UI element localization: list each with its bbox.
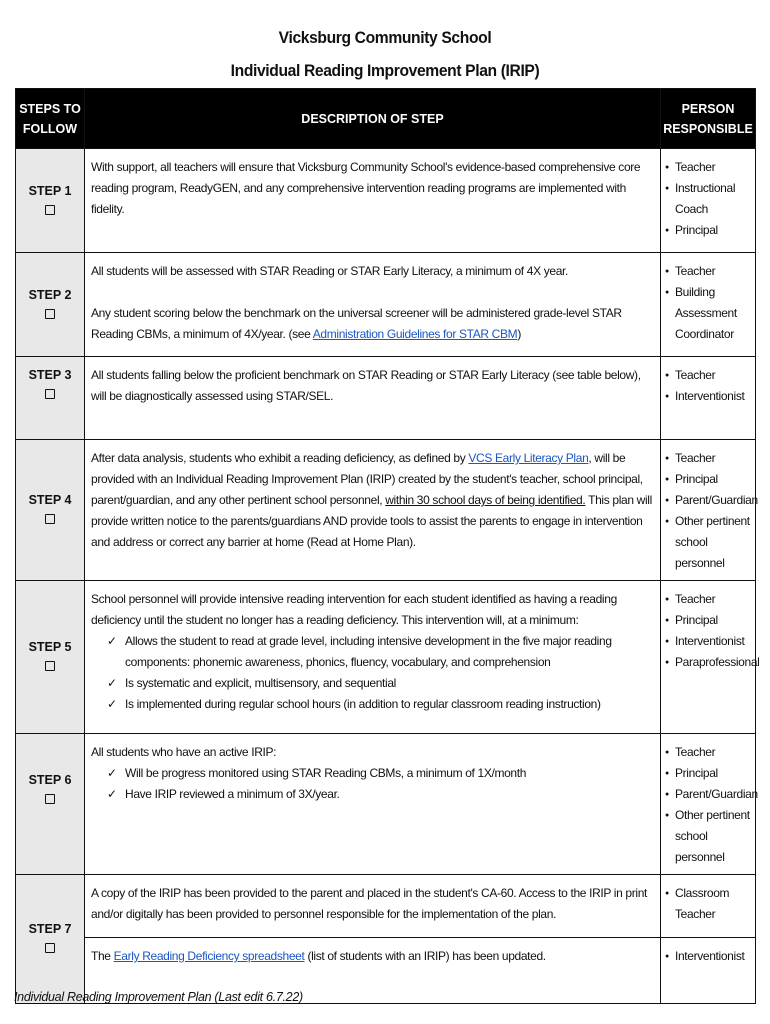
checkbox-icon[interactable] xyxy=(45,309,55,319)
step-label: STEP 7 xyxy=(28,922,72,936)
checkbox-icon[interactable] xyxy=(45,943,55,953)
person-responsible xyxy=(661,149,756,253)
step-label-cell xyxy=(16,149,85,253)
person-responsible xyxy=(661,734,756,875)
table-row xyxy=(16,875,756,938)
plan-title: Individual Reading Improvement Plan (IRIP) xyxy=(230,61,540,80)
list-item: ● Teacher xyxy=(665,261,751,282)
person-responsible xyxy=(661,357,756,440)
step-label-cell xyxy=(16,253,85,357)
list-item: ● Building Assessment Coordinator xyxy=(665,282,751,345)
list-item: ● Interventionist xyxy=(665,631,751,652)
school-title: Vicksburg Community School xyxy=(278,28,492,47)
table-row xyxy=(16,357,756,440)
list-item: ● Other pertinent school personnel xyxy=(665,511,751,574)
check-item: ✓ Have IRIP reviewed a minimum of 3X/year. xyxy=(107,784,654,805)
list-item: ● Principal xyxy=(665,220,751,241)
list-item: ● Parent/Guardian xyxy=(665,784,751,805)
step-label-cell xyxy=(16,357,85,440)
table-row xyxy=(16,440,756,581)
list-item: ● Teacher xyxy=(665,589,751,610)
admin-guidelines-link[interactable]: Administration Guidelines for STAR CBM xyxy=(312,327,518,341)
checkbox-icon[interactable] xyxy=(45,389,55,399)
header-description: DESCRIPTION OF STEP xyxy=(85,89,661,149)
step-label-cell xyxy=(16,440,85,581)
table-row xyxy=(16,253,756,357)
checkbox-icon[interactable] xyxy=(45,661,55,671)
step-label: STEP 5 xyxy=(28,640,72,654)
step-label-cell xyxy=(16,875,85,1004)
deficiency-spreadsheet-link[interactable]: Early Reading Deficiency spreadsheet xyxy=(113,949,305,963)
person-responsible xyxy=(661,875,756,938)
step-label: STEP 6 xyxy=(28,773,72,787)
list-item: ● Teacher xyxy=(665,742,751,763)
step-description: After data analysis, students who exhibit a reading deficiency, as defined by VCS Early Literacy Plan, will be provided with an Individual Reading Improvement Plan (IRIP) created by the student's teacher, school principal, parent/guardian, and any other pertinent school personnel, within 30 school days of being identified. This plan will provide written notice to the parents/guardians AND provide tools to assist the parents to engage in intervention and address or correct any barrier at home (Read at Home Plan). xyxy=(85,440,661,581)
list-item: ● Principal xyxy=(665,763,751,784)
check-item: ✓ Will be progress monitored using STAR Reading CBMs, a minimum of 1X/month xyxy=(107,763,654,784)
step-description: School personnel will provide intensive reading intervention for each student identified as having a reading deficiency until the student no longer has a reading deficiency. This intervention will, at a minimum: ✓ Allows the student to read at grade level, including intensive development in the five major reading components: phonemic awareness, phonics, fluency, vocabulary, and comprehension ✓ Is systematic and explicit, multisensory, and sequential ✓ Is implemented during regular school hours (in addition to regular classroom reading instruction) xyxy=(85,581,661,734)
step-label: STEP 1 xyxy=(28,183,72,198)
checkbox-icon[interactable] xyxy=(45,794,55,804)
vcs-literacy-plan-link[interactable]: VCS Early Literacy Plan xyxy=(468,451,589,465)
person-responsible xyxy=(661,581,760,734)
step-description: All students will be assessed with STAR Reading or STAR Early Literacy, a minimum of 4X year. Any student scoring below the benchmark on the universal screener will be administered grade-level STAR Reading CBMs, a minimum of 4X/year. (see Administration Guidelines for STAR CBM) xyxy=(85,253,661,357)
person-responsible xyxy=(661,938,756,1004)
header-steps: STEPS TO FOLLOW xyxy=(16,89,85,149)
table-row xyxy=(16,734,756,875)
person-responsible xyxy=(661,253,756,357)
checkbox-icon[interactable] xyxy=(45,514,55,524)
table-row xyxy=(16,581,756,734)
list-item: ● Teacher xyxy=(665,157,751,178)
list-item: ● Interventionist xyxy=(665,386,751,407)
check-item: ✓ Is implemented during regular school hours (in addition to regular classroom reading instruction) xyxy=(107,694,654,715)
step-label-cell xyxy=(16,734,85,875)
step-label: STEP 3 xyxy=(28,368,72,382)
step-description: The Early Reading Deficiency spreadsheet (list of students with an IRIP) has been updated. xyxy=(85,938,661,1004)
table-row xyxy=(16,149,756,253)
person-responsible xyxy=(661,440,756,581)
list-item: ● Principal xyxy=(665,610,751,631)
step-description: All students falling below the proficient benchmark on STAR Reading or STAR Early Literacy (see table below), will be diagnostically assessed using STAR/SEL. xyxy=(85,357,661,440)
step-label-cell xyxy=(16,581,85,734)
step-description: With support, all teachers will ensure that Vicksburg Community School's evidence-based comprehensive core reading program, ReadyGEN, and any comprehensive intervention reading programs are implemented with fidelity. xyxy=(85,149,661,253)
step-description: A copy of the IRIP has been provided to the parent and placed in the student's CA-60. Access to the IRIP in print and/or digitally has been provided to personnel responsible for the implementation of the plan. xyxy=(85,875,661,938)
list-item: ● Teacher xyxy=(665,448,751,469)
step-label: STEP 2 xyxy=(28,287,72,302)
list-item: ● Parent/Guardian xyxy=(665,490,751,511)
list-item: ● Interventionist xyxy=(665,946,751,967)
check-item: ✓ Is systematic and explicit, multisensory, and sequential xyxy=(107,673,654,694)
list-item: ● Classroom Teacher xyxy=(665,883,751,925)
list-item: ● Principal xyxy=(665,469,751,490)
checkbox-icon[interactable] xyxy=(45,205,55,215)
check-item: ✓ Allows the student to read at grade level, including intensive development in the five major reading components: phonemic awareness, phonics, fluency, vocabulary, and comprehension xyxy=(107,631,654,673)
list-item: ● Paraprofessional xyxy=(665,652,751,673)
step-label: STEP 4 xyxy=(28,493,72,507)
header-person: PERSON RESPONSIBLE xyxy=(661,89,756,149)
table-header-row xyxy=(16,89,756,149)
list-item: ● Instructional Coach xyxy=(665,178,751,220)
irip-steps-table xyxy=(15,88,760,1004)
footer-note: Individual Reading Improvement Plan (Last edit 6.7.22) xyxy=(14,990,303,1004)
list-item: ● Other pertinent school personnel xyxy=(665,805,751,868)
list-item: ● Teacher xyxy=(665,365,751,386)
step-description: All students who have an active IRIP: ✓ Will be progress monitored using STAR Reading CBMs, a minimum of 1X/month ✓ Have IRIP reviewed a minimum of 3X/year. xyxy=(85,734,661,875)
